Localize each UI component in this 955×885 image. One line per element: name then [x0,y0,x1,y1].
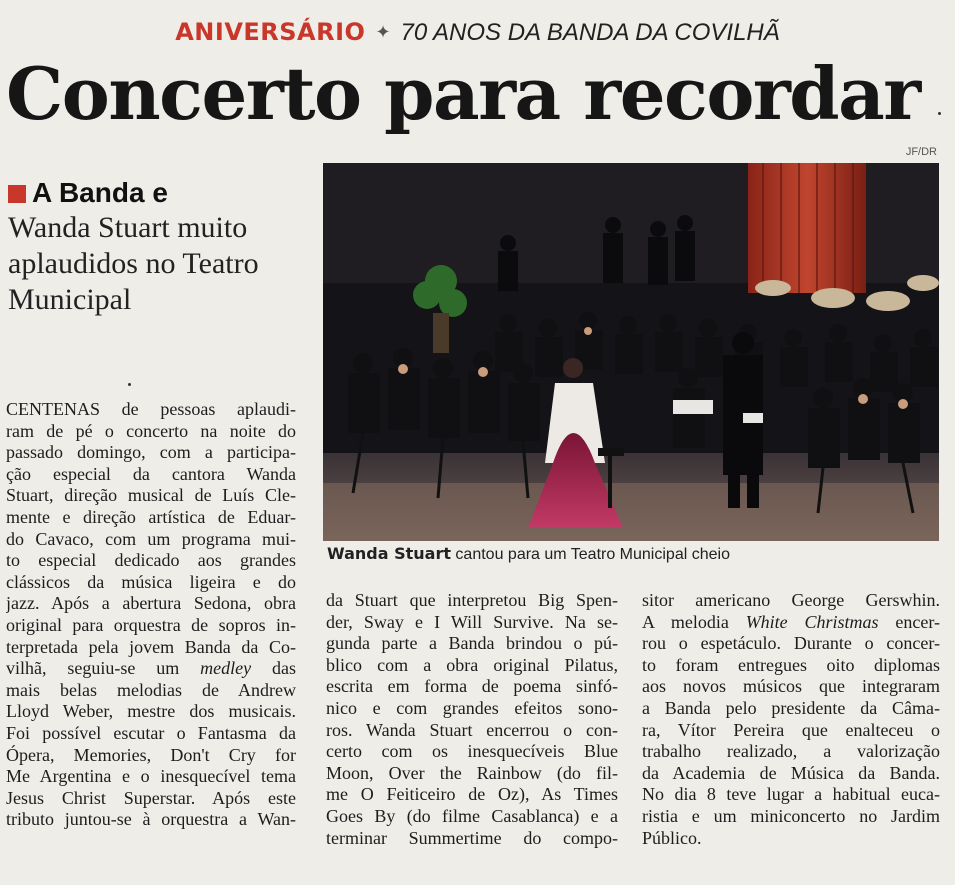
article-line: da Stuart que interpretou Big Spen- [326,590,618,610]
article-line: da Academia de Música da Banda. [642,762,940,783]
article-line: CENTENAS de pessoas aplaudi- [6,399,296,419]
subhead-lead [8,176,308,210]
article-line: Foi possível escutar o Fantasma da [6,722,296,743]
article-column-2 [326,590,618,849]
article-line: ram de pé o concerto na noite do [6,420,296,441]
article-line: aos novos músicos que integraram [642,676,940,697]
article-line: original para orquestra de sopros in- [6,614,296,635]
article-line: a Banda pelo presidente da Câma- [642,697,940,718]
article-line: Moon, Over the Rainbow (do fil- [326,762,618,783]
article-line: Ópera, Memories, Don't Cry for [6,744,296,765]
kicker [0,18,955,47]
article-line: A melodia White Christmas encer- [642,611,940,632]
article-line: certo com os inesquecíveis Blue [326,741,618,762]
red-square-icon [8,185,26,203]
article-column-3 [642,590,940,849]
article-line: Goes By (do filme Casablanca) e a [326,805,618,826]
article-line: Público. [642,827,702,848]
article-line: passado domingo, com a participa- [6,442,296,463]
article-line: to especial dedicado aos grandes [6,550,296,571]
article-line: gunda parte a Banda brindou o pú- [326,633,618,654]
subhead-rest: Wanda Stuart muito aplaudidos no Teatro Municipal [8,211,259,316]
decorative-dot [128,383,131,386]
article-line: Me Argentina e o inesquecível tema [6,766,296,787]
article-line: escrita em forma de poema sinfó- [326,676,618,697]
article-line: blico com a obra original Pilatus, [326,654,618,675]
article-line: ção especial da cantora Wanda [6,463,296,484]
diamond-separator-icon: ✦ [375,22,391,42]
article-line: terpretada pela jovem Banda da Co- [6,636,296,657]
article-line: Stuart, direção musical de Luís Cle- [6,485,296,506]
article-line: jazz. Após a abertura Sedona, obra [6,593,296,614]
italic-title: medley [200,658,252,679]
caption-name: Wanda Stuart [327,544,451,563]
article-line: mais belas melodias de Andrew [6,679,296,700]
article-line: No dia 8 teve lugar a habitual euca- [642,784,940,805]
article-column-1 [6,399,296,831]
photo-credit: JF/DR [905,146,937,158]
article-line: tributo juntou-se à orquestra a Wan- [6,809,296,830]
article-line: ristia e um miniconcerto no Jardim [642,805,940,826]
article-line: mente e direção artística de Eduar- [6,506,296,527]
italic-title: White Christmas [745,611,879,632]
orchestra-photo-icon [323,163,939,541]
section-subtitle: 70 ANOS DA BANDA DA COVILHÃ [400,19,780,46]
article-line: Jesus Christ Superstar. Após este [6,787,296,808]
section-label: ANIVERSÁRIO [175,18,366,46]
article-line: me O Feiticeiro de Oz), As Times [326,784,618,805]
article-line: rou o espetáculo. Durante o concer- [642,633,940,654]
article-line: ros. Wanda Stuart encerrou o con- [326,719,618,740]
article-line: der, Sway e I Will Survive. Na se- [326,611,618,632]
article-line: terminar Summertime do compo- [326,827,618,848]
article-line: trabalho realizado, a valorização [642,741,940,762]
article-line: vilhã, seguiu-se um medley das [6,658,296,679]
article-line: nico e com grandes efeitos sono- [326,697,618,718]
article-line: do Cavaco, com um programa mui- [6,528,296,549]
article-line: sitor americano George Gerswhin. [642,590,940,610]
subhead-lead-text: A Banda e [32,177,168,208]
photo-caption [327,544,942,564]
subheadline [8,176,308,318]
decorative-dot [938,112,941,115]
article-line: Lloyd Weber, mestre dos musicais. [6,701,296,722]
article-line: ra, Vítor Pereira que enalteceu o [642,719,940,740]
caption-text: cantou para um Teatro Municipal cheio [450,546,730,563]
orchestra-photo [323,163,939,541]
article-line: to foram entregues oito diplomas [642,654,940,675]
headline: Concerto para recordar [6,51,920,136]
article-line: clássicos da música ligeira e do [6,571,296,592]
